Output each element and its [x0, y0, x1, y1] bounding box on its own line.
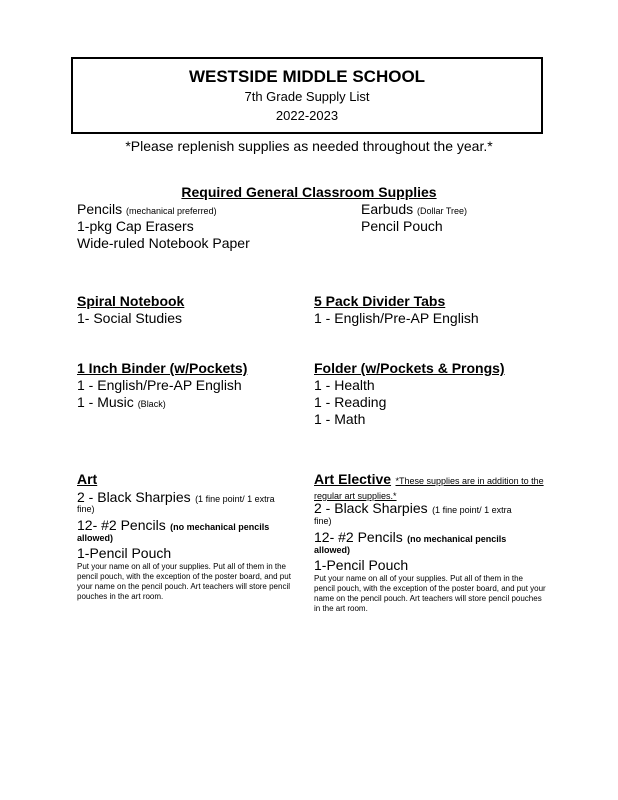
art-pencils-note: (no mechanical pencils — [170, 522, 270, 532]
art-elective-instructions: Put your name on all of your supplies. Put all of them in the pencil pouch, with the exception of the poster board, and put your name on the pencil pouch. Art teachers will store pencil pouches in the art room. — [314, 574, 546, 613]
art-elective-sharpies-note: (1 fine point/ 1 extra — [432, 505, 512, 515]
art-elective-sharpies-text: 2 - Black Sharpies — [314, 500, 428, 516]
art-sharpies — [77, 489, 307, 507]
divider-item: 1 - English/Pre-AP English — [314, 310, 479, 326]
binder-item-music-text: 1 - Music — [77, 394, 134, 410]
spiral-item: 1- Social Studies — [77, 310, 183, 326]
general-item-pencils-text: Pencils — [77, 201, 123, 217]
binder-item-english: 1 - English/Pre-AP English — [77, 377, 242, 393]
folder-title: Folder (w/Pockets & Prongs) — [314, 360, 505, 376]
divider-tabs-title: 5 Pack Divider Tabs — [314, 293, 446, 309]
art-pouch: 1-Pencil Pouch — [77, 545, 172, 561]
binder-title: 1 Inch Binder (w/Pockets) — [77, 360, 248, 376]
general-item-earbuds-text: Earbuds — [361, 201, 414, 217]
general-item-pencils-note: (mechanical preferred) — [126, 206, 217, 216]
general-item-earbuds-note: (Dollar Tree) — [417, 206, 468, 216]
binder-item-music-note: (Black) — [137, 399, 166, 409]
art-elective-pencils-note: (no mechanical pencils — [407, 534, 507, 544]
art-elective-pencils-note-2: allowed) — [314, 545, 351, 555]
art-elective-pencils-text: 12- #2 Pencils — [314, 529, 403, 545]
grade-title: 7th Grade Supply List — [244, 89, 370, 104]
general-supplies-title: Required General Classroom Supplies — [181, 184, 437, 200]
art-sharpies-note-2: fine) — [77, 504, 95, 514]
art-instructions: Put your name on all of your supplies. Put all of them in the pencil pouch, with the exception of the poster board, and put your name on the pencil pouch. Art teachers will store pencil pouches in the art room. — [77, 562, 291, 601]
art-title: Art — [77, 471, 98, 487]
school-name: WESTSIDE MIDDLE SCHOOL — [188, 67, 426, 86]
general-item-erasers: 1-pkg Cap Erasers — [77, 218, 194, 234]
folder-item-math: 1 - Math — [314, 411, 366, 427]
art-elective-pouch: 1-Pencil Pouch — [314, 557, 409, 573]
art-sharpies-note: (1 fine point/ 1 extra — [195, 494, 275, 504]
binder-item-music — [77, 394, 166, 413]
folder-item-reading: 1 - Reading — [314, 394, 387, 410]
art-pencils-note-2: allowed) — [77, 533, 114, 543]
school-year: 2022-2023 — [275, 108, 339, 123]
art-elective-title: Art Elective — [314, 471, 392, 487]
general-item-paper: Wide-ruled Notebook Paper — [77, 235, 250, 251]
art-sharpies-text: 2 - Black Sharpies — [77, 489, 191, 505]
art-elective-sharpies-note-2: fine) — [314, 516, 332, 526]
art-elective-sharpies — [314, 500, 544, 518]
art-elective-note: *These supplies are in addition to the regular art supplies.* — [314, 476, 544, 501]
folder-item-health: 1 - Health — [314, 377, 375, 393]
general-item-pencil-pouch: Pencil Pouch — [361, 218, 443, 234]
art-pencils-text: 12- #2 Pencils — [77, 517, 166, 533]
replenish-note: *Please replenish supplies as needed throughout the year.* — [125, 138, 493, 154]
art-elective-header — [314, 471, 554, 503]
spiral-notebook-title: Spiral Notebook — [77, 293, 185, 309]
header-box — [71, 57, 543, 134]
